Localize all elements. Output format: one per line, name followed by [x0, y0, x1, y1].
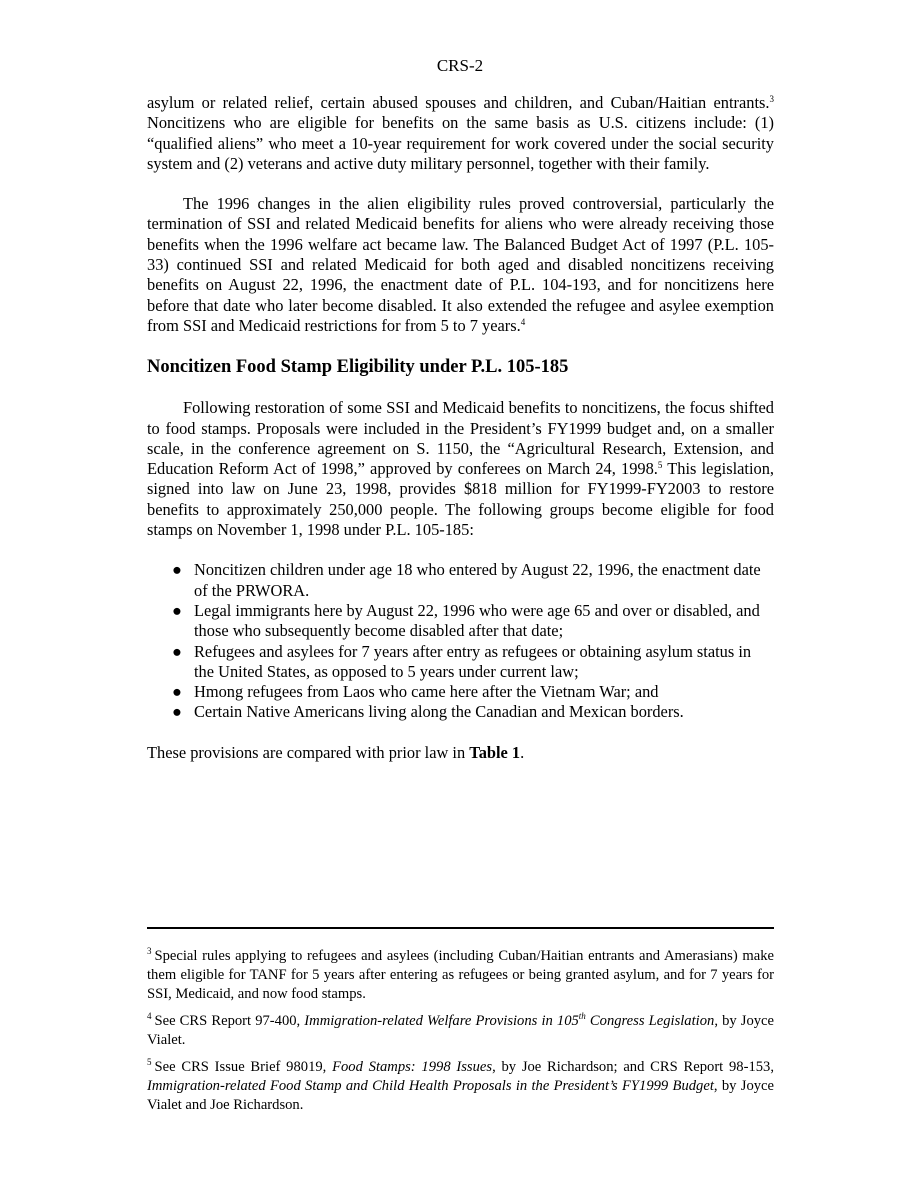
footnote-text: , by Joe Richardson; and CRS Report 98-153,	[492, 1059, 774, 1075]
footnotes	[147, 947, 774, 1123]
footnote-text: Special rules applying to refugees and asylees (including Cuban/Haitian entrants and Amerasians) make them eligible for TANF for 5 years after entering as refugees or being granted asylum, and for 7 years for SSI, Medicaid, and now food stamps.	[147, 948, 774, 1002]
footnote-text: See CRS Report 97-400,	[154, 1013, 305, 1029]
footnote-text: , by Joyce Vialet and Joe Richardson.	[147, 1078, 774, 1113]
footnote-ref-4[interactable]: 4	[520, 316, 526, 327]
bullet-icon: ●	[172, 560, 182, 580]
section-heading: Noncitizen Food Stamp Eligibility under P.L. 105-185	[147, 357, 569, 378]
eligible-groups-list	[147, 560, 774, 722]
table-reference[interactable]: Table 1	[469, 742, 521, 762]
list-item-text: Refugees and asylees for 7 years after entry as refugees or obtaining asylum status in the United States, as opposed to 5 years under current law;	[194, 641, 752, 681]
footnote-text: , by Joyce Vialet.	[147, 1013, 774, 1048]
paragraph-text: These provisions are compared with prior law in	[147, 742, 470, 762]
report-title: Immigration-related Welfare Provisions in 105	[304, 1013, 579, 1029]
list-item	[172, 600, 774, 642]
paragraph-text: The 1996 changes in the alien eligibility rules proved controversial, particularly the termination of SSI and related Medicaid benefits for aliens who were already receiving those benefits when the 1996 welfare act became law. The Balanced Budget Act of 1997 (P.L. 105-33) continued SSI and related Medicaid for both aged and disabled noncitizens receiving benefits on August 22, 1996, the enactment date of P.L. 104-193, and for noncitizens here before that date who later become disabled. It also extended the refugee and asylee exemption from SSI and Medicaid restrictions for from 5 to 7 years.	[147, 194, 774, 335]
ordinal-suffix: th	[578, 1011, 586, 1021]
footnote-3	[147, 947, 774, 1004]
footnote-4	[147, 1012, 774, 1050]
report-title: Food Stamps: 1998 Issues	[332, 1059, 493, 1075]
report-title: Congress Legislation	[585, 1013, 715, 1029]
footnote-number: 3	[147, 946, 152, 956]
list-item-text: Legal immigrants here by August 22, 1996 who were age 65 and over or disabled, and those who subsequently become disabled after that date;	[194, 600, 760, 641]
list-item-text: Certain Native Americans living along the Canadian and Mexican borders.	[194, 702, 684, 722]
footnote-number: 4	[147, 1011, 152, 1021]
list-item	[172, 682, 774, 702]
bullet-icon: ●	[172, 702, 182, 722]
footnote-5	[147, 1058, 774, 1115]
footnote-number: 5	[147, 1057, 152, 1067]
footnote-divider	[147, 927, 774, 929]
list-item	[172, 560, 774, 601]
paragraph-food-stamps	[147, 398, 774, 540]
list-item-text: Noncitizen children under age 18 who entered by August 22, 1996, the enactment date of the PRWORA.	[194, 560, 761, 600]
paragraph-text: Noncitizens who are eligible for benefits on the same basis as U.S. citizens include: (1) “qualified aliens” who meet a 10-year requirement for work covered under the social security system and (2) veterans and active duty military personnel, together with their family.	[147, 113, 774, 173]
document-body	[147, 93, 774, 763]
list-item	[172, 702, 774, 722]
report-title: Immigration-related Food Stamp and Child Health Proposals in the President’s FY1999 Budget	[147, 1078, 714, 1094]
footnote-ref-5[interactable]: 5	[657, 460, 663, 471]
list-item-text: Hmong refugees from Laos who came here after the Vietnam War; and	[194, 682, 659, 702]
paragraph-text: .	[520, 742, 525, 762]
bullet-icon: ●	[172, 682, 182, 702]
list-item	[172, 641, 774, 683]
footnote-text: See CRS Issue Brief 98019,	[154, 1059, 333, 1075]
paragraph-text: Following restoration of some SSI and Medicaid benefits to noncitizens, the focus shifted to food stamps. Proposals were included in the President’s FY1999 budget and, on a smaller scale, in the conference agreement on S. 1150, the “Agricultural Research, Extension, and Education Reform Act of 1998,” approved by conferees on March 24, 1998.	[147, 398, 774, 479]
bullet-icon: ●	[172, 641, 182, 661]
footnote-ref-3[interactable]: 3	[769, 94, 774, 104]
paragraph-text: asylum or related relief, certain abused spouses and children, and Cuban/Haitian entrants.	[147, 93, 770, 112]
paragraph-text: This legislation, signed into law on June 23, 1998, provides $818 million for FY1999-FY2003 to restore benefits to approximately 250,000 people. The following groups become eligible for food stamps on November 1, 1998 under P.L. 105-185:	[147, 459, 774, 540]
bullet-icon: ●	[172, 600, 182, 620]
paragraph-closing	[147, 743, 774, 763]
paragraph-1996-changes	[147, 194, 774, 336]
paragraph-eligibility	[147, 93, 774, 174]
page-header: CRS-2	[436, 56, 484, 75]
